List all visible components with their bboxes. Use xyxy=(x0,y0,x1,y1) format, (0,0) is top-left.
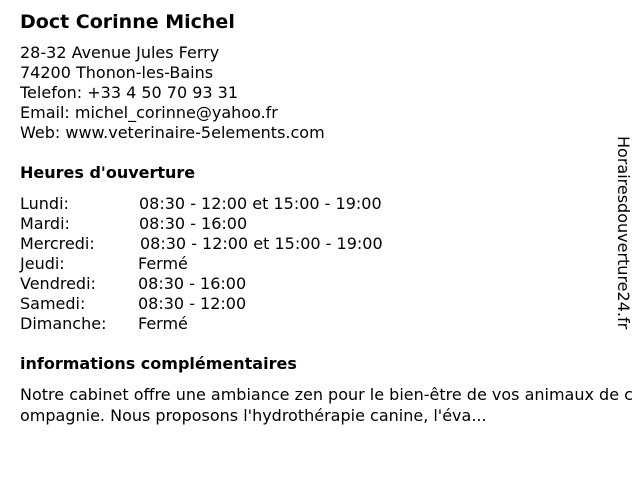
street-address: 28-32 Avenue Jules Ferry xyxy=(20,43,220,62)
day-label: Mardi: xyxy=(20,214,70,233)
website: Web: www.veterinaire-5elements.com xyxy=(20,123,325,142)
day-label: Mercredi: xyxy=(20,234,95,253)
day-label: Dimanche: xyxy=(20,314,107,333)
day-label: Vendredi: xyxy=(20,274,96,293)
email-address: Email: michel_corinne@yahoo.fr xyxy=(20,103,278,122)
day-label: Jeudi: xyxy=(20,254,65,273)
day-label: Lundi: xyxy=(20,194,69,213)
day-hours: 08:30 - 12:00 et 15:00 - 19:00 xyxy=(139,194,382,213)
info-heading: informations complémentaires xyxy=(20,354,297,373)
business-name: Doct Corinne Michel xyxy=(20,11,235,33)
day-hours: 08:30 - 16:00 xyxy=(139,214,248,233)
day-hours: Fermé xyxy=(138,254,188,273)
info-description: Notre cabinet offre une ambiance zen pour le bien-être de vos animaux de compagnie. Nous proposons l'hydrothérapie canine, l'éva... xyxy=(20,385,633,425)
site-watermark: Horairesdouverture24.fr xyxy=(614,136,633,330)
day-hours: Fermé xyxy=(138,314,188,333)
day-hours: 08:30 - 16:00 xyxy=(138,274,247,293)
city-address: 74200 Thonon-les-Bains xyxy=(20,63,214,82)
hours-heading: Heures d'ouverture xyxy=(20,163,196,182)
day-label: Samedi: xyxy=(20,294,86,313)
day-hours: 08:30 - 12:00 et 15:00 - 19:00 xyxy=(140,234,383,253)
day-hours: 08:30 - 12:00 xyxy=(138,294,247,313)
phone-number: Telefon: +33 4 50 70 93 31 xyxy=(20,83,239,102)
contact-block xyxy=(20,43,325,143)
